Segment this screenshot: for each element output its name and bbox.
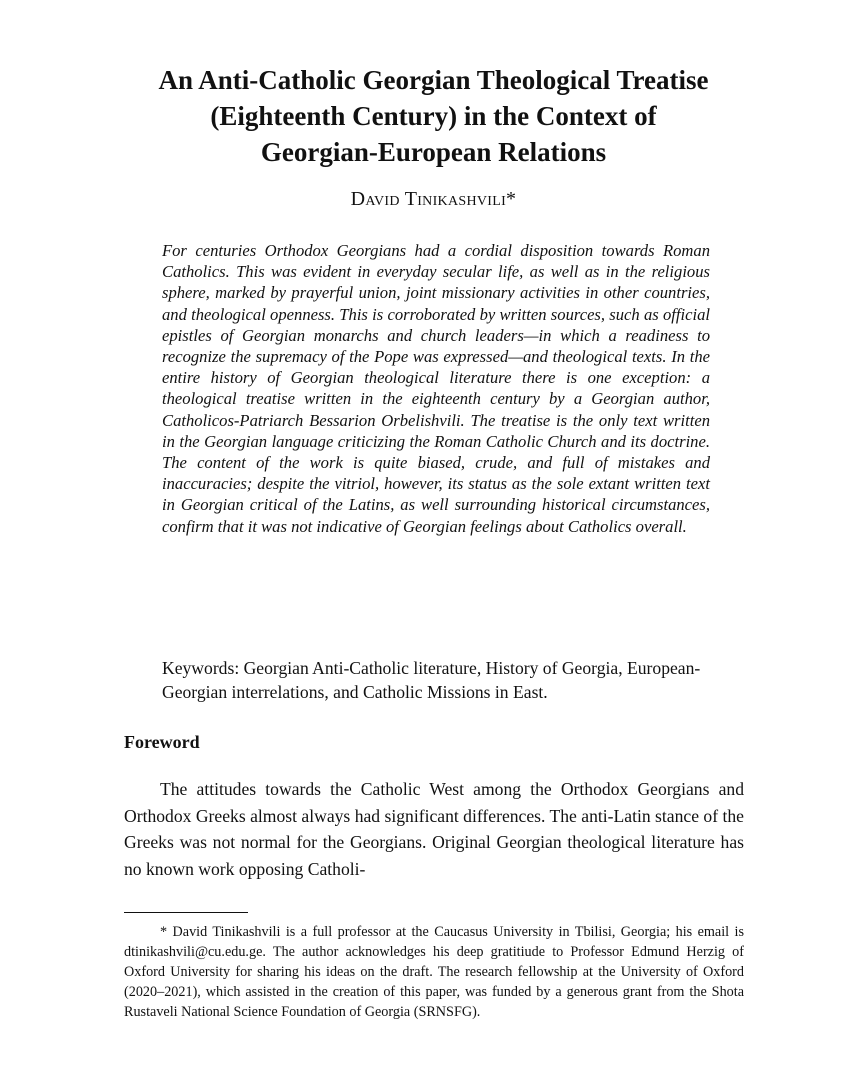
footnote-divider: [124, 912, 248, 913]
title-line: Georgian-European Relations: [260, 137, 607, 167]
paper-title: [0, 62, 867, 170]
author-name: David Tinikashvili*: [350, 188, 517, 210]
body-paragraph: The attitudes towards the Catholic West among the Orthodox Georgians and Orthodox Greeks almost always had significant differences. The anti-Latin stance of the Greeks was not normal for the Georgians. Original Georgian theological literature has no known work opposing Catholi-: [124, 779, 744, 879]
section-heading: Foreword: [124, 732, 200, 752]
title-line: An Anti-Catholic Georgian Theological Treatise: [158, 65, 709, 95]
footnote: * David Tinikashvili is a full professor at the Caucasus University in Tbilisi, Georgia; his email is dtinikashvili@cu.edu.ge. The author acknowledges his deep gratitiude to Professor Edmund Herzig of Oxford University for sharing his ideas on the draft. The research fellowship at the University of Oxford (2020–2021), which assisted in the creation of this paper, was funded by a generous grant from the Shota Rustaveli National Science Foundation of Georgia (SRNSFG).: [124, 924, 744, 1020]
title-line: (Eighteenth Century) in the Context of: [210, 101, 657, 131]
abstract: For centuries Orthodox Georgians had a cordial disposition towards Roman Catholics. This was evident in everyday secular life, as well as in the religious sphere, marked by prayerful union, joint missionary activities in other countries, and theological openness. This is corroborated by written sources, such as official epistles of Georgian monarchs and church leaders—in which a readiness to recognize the supremacy of the Pope was expressed—and theological texts. In the entire history of Georgian theological literature there is one exception: a theological treatise written in the eighteenth century by a Georgian author, Catholicos-Patriarch Bessarion Orbelishvili. The treatise is the only text written in the Georgian language criticizing the Roman Catholic Church and its doctrine. The content of the work is quite biased, crude, and full of mistakes and inaccuracies; despite the vitriol, however, its status as the sole extant written text in Georgian critical of the Latins, as well surrounding historical circumstances, confirm that it was not indicative of Georgian feelings about Catholics overall.: [162, 241, 710, 536]
keywords: Keywords: Georgian Anti-Catholic literature, History of Georgia, European-Georgian interrelations, and Catholic Missions in East.: [162, 658, 701, 702]
